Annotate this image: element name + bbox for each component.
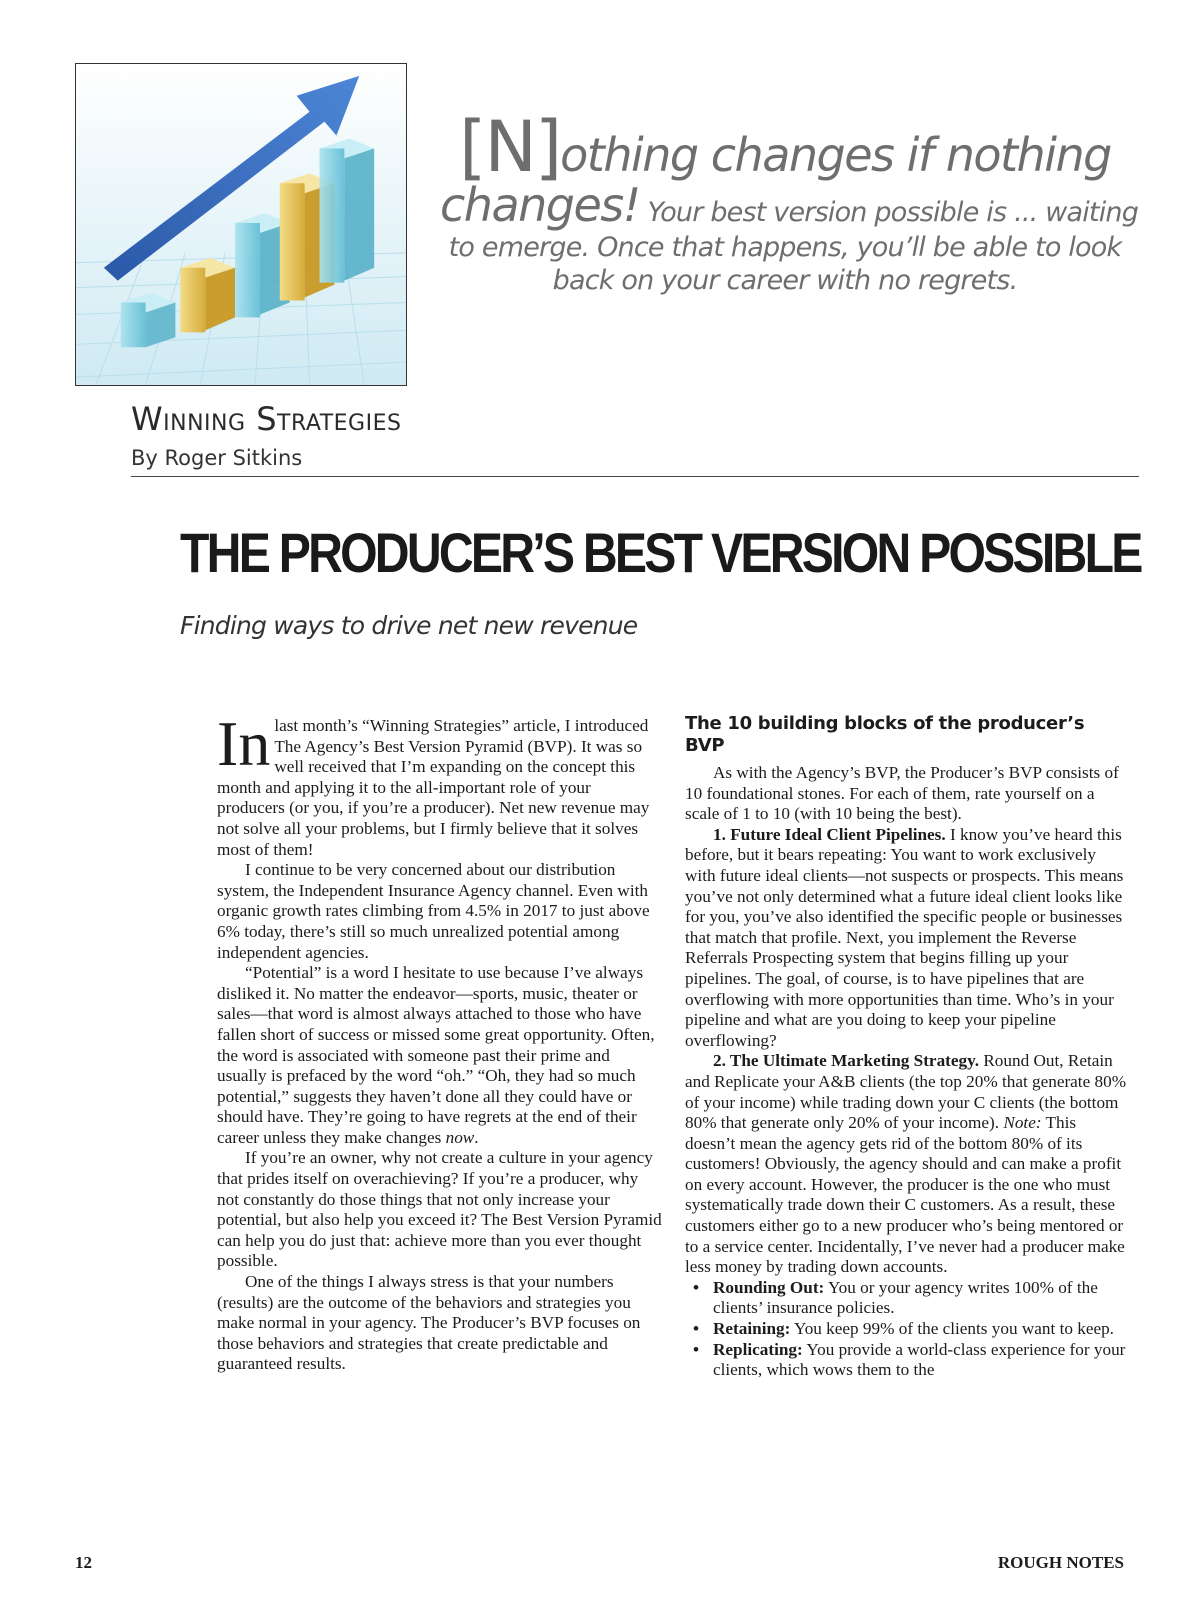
bullet-term: Retaining: bbox=[713, 1319, 791, 1339]
bullet-text: You keep 99% of the clients you want to keep. bbox=[790, 1319, 1114, 1339]
block-title: 2. The Ultimate Marketing Strategy. bbox=[713, 1051, 980, 1071]
bullet-text: You provide a world-class experience for your clients, which wows them to the bbox=[713, 1339, 1126, 1380]
list-item bbox=[713, 1278, 1128, 1319]
bullet-text: You or your agency writes 100% of the clients’ insurance policies. bbox=[713, 1277, 1098, 1318]
pull-quote-line-2 bbox=[440, 178, 1139, 232]
page-number: 12 bbox=[75, 1553, 92, 1572]
drop-cap: In bbox=[217, 708, 271, 779]
bullet-list bbox=[685, 1278, 1128, 1381]
pull-quote-text: othing changes if nothing bbox=[560, 128, 1111, 182]
pull-quote bbox=[440, 106, 1139, 296]
article-paragraph: One of the things I always stress is that your numbers (results) are the outcome of the behaviors and strategies you make normal in your agency. The Producer’s BVP focuses on those behaviors and strategies that create predictable and guaranteed results. bbox=[217, 1272, 641, 1374]
article-paragraph: As with the Agency’s BVP, the Producer’s BVP consists of 10 foundational stones. For each of them, rate yourself on a scale of 1 to 10 (with 10 being the best). bbox=[685, 763, 1119, 824]
paragraph-text: “Potential” is a word I hesitate to use because I’ve always disliked it. No matter the endeavor—sports, music, theater or sales—that word is almost always attached to those who have fallen short of success or missed some great opportunity. Often, the word is associated with someone past their prime and usually is prefaced by the word “oh.” “Oh, they had so much potential,” suggests they haven’t done all they could have or should have. They’re going to have regrets at the end of their career unless they make changes bbox=[217, 963, 655, 1147]
emphasis-text: now bbox=[445, 1127, 475, 1147]
article-paragraph bbox=[685, 825, 1128, 1052]
headline: THE PRODUCER’S BEST VERSION POSSIBLE bbox=[180, 521, 1141, 584]
pull-quote-bracket: [ bbox=[459, 106, 485, 188]
paragraph-text: I know you’ve heard this before, but it bears repeating: You want to work exclusively with future ideal clients—not suspects or prospects. This means you’ve not only determined what a future ideal client looks like for you, you’ve also identified the specific people or businesses that match that profile. Next, you implement the Reverse Referrals Prospecting system that begins filling up your pipelines. The goal, of course, is to have pipelines that are overflowing with more opportunities than time. Who’s in your pipeline and what are you doing to keep your pipeline overflowing? bbox=[685, 824, 1124, 1050]
pull-quote-line-3: to emerge. Once that happens, you’ll be able to look bbox=[448, 232, 1122, 263]
pull-quote-line-1 bbox=[440, 106, 1130, 188]
pull-quote-bracket: ] bbox=[534, 106, 561, 188]
paragraph-text: last month’s “Winning Strategies” article, I introduced The Agency’s Best Version Pyramid (BVP). It was so well received that I’m expanding on the concept this month and applying it to the all-important role of your producers (or you, if you’re a producer). Net new revenue may not solve all your problems, but I firmly believe that it solves most of them! bbox=[217, 716, 650, 859]
bullet-term: Replicating: bbox=[713, 1339, 803, 1359]
pull-quote-initial: N bbox=[484, 106, 535, 188]
paragraph-text: This doesn’t mean the agency gets rid of the bottom 80% of its customers! Obviously, the agency should and can make a profit on every account. However, the producer is the one who must systematically trade down their C customers. As a result, these customers either go to a new producer who’s being mentored or to a service center. Incidentally, I’ve never had a producer make less money by trading down accounts. bbox=[685, 1113, 1125, 1277]
pull-quote-text: Your best version possible is ... waiting bbox=[639, 197, 1139, 228]
article-paragraph bbox=[685, 1051, 1128, 1278]
section-subhead: The 10 building blocks of the producer’s BVP bbox=[685, 713, 1085, 756]
article-paragraph: I continue to be very concerned about our distribution system, the Independent Insurance Agency channel. Even with organic growth rates climbing from 4.5% in 2017 to just above 6% today, there’s still so much unrealized potential among independent agencies. bbox=[217, 860, 650, 962]
paragraph-text: . bbox=[474, 1127, 479, 1147]
pull-quote-text: changes! bbox=[440, 178, 640, 232]
bullet-term: Rounding Out: bbox=[713, 1277, 825, 1297]
article-column-left bbox=[217, 708, 662, 1375]
list-item bbox=[713, 1340, 1128, 1381]
pull-quote-line-4: back on your career with no regrets. bbox=[552, 265, 1018, 296]
list-item bbox=[713, 1319, 1128, 1340]
article-paragraph bbox=[217, 963, 662, 1148]
publication-name: ROUGH NOTES bbox=[997, 1553, 1124, 1572]
deck: Finding ways to drive net new revenue bbox=[180, 611, 638, 640]
emphasis-text: Note: bbox=[1003, 1113, 1042, 1133]
article-paragraph: If you’re an owner, why not create a culture in your agency that prides itself on overachieving? If you’re a producer, why not constantly do those things that not only increase your potential, but also help you exceed it? The Best Version Pyramid can help you do just that: achieve more than you ever thought possible. bbox=[217, 1148, 662, 1271]
column-name: Winning Strategies bbox=[131, 400, 402, 438]
rising-bar-chart-arrow-icon bbox=[75, 63, 407, 386]
byline: By Roger Sitkins bbox=[131, 446, 303, 470]
block-title: 1. Future Ideal Client Pipelines. bbox=[713, 824, 946, 844]
header-divider bbox=[131, 476, 1139, 477]
article-paragraph bbox=[217, 708, 662, 860]
paragraph-text: Round Out, Retain and Replicate your A&B clients (the top 20% that generate 80% of your income) while trading down your C clients (the bottom 80% that generate only 20% of your income). bbox=[685, 1051, 1127, 1133]
article-column-right bbox=[685, 713, 1128, 1381]
